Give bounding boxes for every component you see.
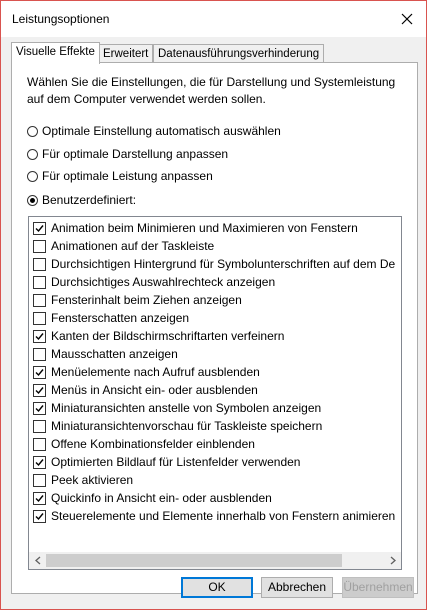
dialog-client-area [1,37,426,609]
checkbox-checked[interactable] [33,366,46,379]
effect-item[interactable] [33,327,284,345]
tab-panel-visuelle-effekte [11,62,418,594]
tab-datenausfuehrungsverhinderung[interactable]: Datenausführungsverhinderung [153,44,324,63]
radio-optimal-darstellung[interactable] [27,145,228,163]
radio-indicator-selected[interactable] [27,195,38,206]
effect-item[interactable] [33,471,133,489]
radio-benutzerdefiniert[interactable] [27,191,136,209]
tab-visuelle-effekte[interactable]: Visuelle Effekte [11,42,100,64]
effect-item[interactable] [33,237,214,255]
checkmark-icon [35,494,44,503]
scroll-left-button[interactable] [29,552,46,569]
scrollbar-thumb[interactable] [46,554,342,567]
ok-button[interactable]: OK [181,577,253,598]
apply-button[interactable]: Übernehmen [342,577,414,598]
scroll-right-button[interactable] [384,552,401,569]
checkbox-unchecked[interactable] [33,438,46,451]
chevron-left-icon [35,556,41,565]
checkbox-checked[interactable] [33,492,46,505]
close-button[interactable] [394,6,420,32]
effect-label: Offene Kombinationsfelder einblenden [51,437,255,451]
effect-label: Optimierten Bildlauf für Listenfelder verwenden [51,455,301,469]
checkbox-checked[interactable] [33,222,46,235]
effect-label: Durchsichtiges Auswahlrechteck anzeigen [51,275,276,289]
title-bar[interactable] [1,1,426,37]
tab-erweitert[interactable]: Erweitert [98,44,153,63]
effect-label: Durchsichtigen Hintergrund für Symbolunterschriften auf dem De [51,257,396,271]
radio-indicator[interactable] [27,126,38,137]
checkmark-icon [35,458,44,467]
effect-item[interactable] [33,273,275,291]
effect-item[interactable] [33,345,178,363]
effect-item[interactable] [33,219,358,237]
effect-label: Miniaturansichtenvorschau für Taskleiste speichern [51,419,323,433]
description-text: Wählen Sie die Einstellungen, die für Darstellung und Systemleistung auf dem Computer verwendet werden sollen. [27,75,396,106]
window-title: Leistungsoptionen [12,12,110,26]
effect-item[interactable] [33,381,258,399]
checkbox-unchecked[interactable] [33,258,46,271]
effect-item[interactable] [33,255,395,273]
checkmark-icon [35,332,44,341]
checkbox-checked[interactable] [33,510,46,523]
effect-item[interactable] [33,291,242,309]
checkbox-unchecked[interactable] [33,474,46,487]
cancel-button[interactable]: Abbrechen [261,577,333,598]
effect-label: Menüs in Ansicht ein- oder ausblenden [51,383,258,397]
effect-item[interactable] [33,417,322,435]
effect-item[interactable] [33,453,300,471]
checkbox-unchecked[interactable] [33,276,46,289]
effect-label: Mausschatten anzeigen [51,347,178,361]
radio-label: Optimale Einstellung automatisch auswählen [42,124,281,138]
checkmark-icon [35,224,44,233]
close-icon [401,13,413,25]
checkbox-checked[interactable] [33,456,46,469]
effect-item[interactable] [33,507,395,525]
radio-indicator[interactable] [27,149,38,160]
chevron-right-icon [390,556,396,565]
radio-label: Für optimale Leistung anpassen [42,169,213,183]
effect-label: Quickinfo in Ansicht ein- oder ausblenden [51,491,272,505]
effect-item[interactable] [33,363,260,381]
visual-effects-list[interactable] [28,216,402,570]
checkmark-icon [35,404,44,413]
radio-optimal-leistung[interactable] [27,167,213,185]
radio-indicator[interactable] [27,171,38,182]
effect-label: Menüelemente nach Aufruf ausblenden [51,365,260,379]
radio-label: Benutzerdefiniert: [42,193,137,207]
effect-label: Fensterinhalt beim Ziehen anzeigen [51,293,242,307]
effect-label: Animationen auf der Taskleiste [51,239,215,253]
effect-label: Fensterschatten anzeigen [51,311,190,325]
effect-item[interactable] [33,309,189,327]
radio-label: Für optimale Darstellung anpassen [42,147,229,161]
checkmark-icon [35,368,44,377]
effect-item[interactable] [33,489,272,507]
checkbox-unchecked[interactable] [33,420,46,433]
effect-label: Kanten der Bildschirmschriftarten verfeinern [51,329,285,343]
horizontal-scrollbar[interactable] [29,552,401,569]
checkbox-unchecked[interactable] [33,240,46,253]
checkbox-unchecked[interactable] [33,312,46,325]
checkmark-icon [35,512,44,521]
checkbox-checked[interactable] [33,330,46,343]
effect-label: Animation beim Minimieren und Maximieren von Fenstern [51,221,358,235]
checkbox-checked[interactable] [33,384,46,397]
effect-label: Peek aktivieren [51,473,134,487]
effect-label: Miniaturansichten anstelle von Symbolen anzeigen [51,401,322,415]
effect-item[interactable] [33,435,255,453]
effect-label: Steuerelemente und Elemente innerhalb von Fenstern animieren [51,509,396,523]
radio-optimal-auto[interactable] [27,122,281,140]
checkbox-unchecked[interactable] [33,294,46,307]
checkbox-unchecked[interactable] [33,348,46,361]
effect-item[interactable] [33,399,321,417]
checkmark-icon [35,386,44,395]
checkbox-checked[interactable] [33,402,46,415]
